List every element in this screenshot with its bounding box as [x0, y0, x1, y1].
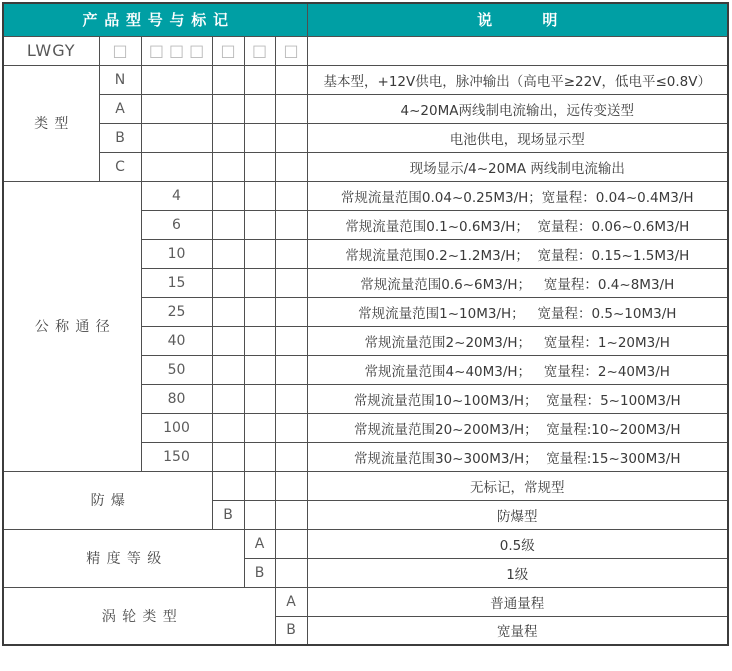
type-description: 电池供电，现场显示型	[307, 123, 728, 152]
explosion-description: 防爆型	[307, 500, 728, 529]
explosion-code	[212, 471, 244, 500]
turbine-description: 宽量程	[307, 616, 728, 645]
type-description: 4~20MA两线制电流输出，远传变送型	[307, 94, 728, 123]
empty-cell	[212, 355, 244, 384]
placeholder-box-icon: □	[112, 41, 128, 60]
empty-cell	[275, 413, 307, 442]
turbine-section-label: 涡轮类型	[3, 587, 275, 645]
type-section-label: 类型	[3, 65, 99, 181]
empty-cell	[212, 268, 244, 297]
diameter-description: 常规流量范围0.1~0.6M3/H； 宽量程：0.06~0.6M3/H	[307, 210, 728, 239]
diameter-code: 40	[141, 326, 212, 355]
header-product-model-label: 产品型号与标记	[3, 3, 307, 36]
diameter-code: 10	[141, 239, 212, 268]
type-code: C	[99, 152, 141, 181]
explosion-code: B	[212, 500, 244, 529]
empty-cell	[212, 442, 244, 471]
empty-cell	[275, 529, 307, 558]
empty-cell	[212, 239, 244, 268]
empty-cell	[244, 442, 275, 471]
header-description-label: 说 明	[307, 3, 728, 36]
table-row	[3, 65, 728, 94]
diameter-description: 常规流量范围0.6~6M3/H； 宽量程：0.4~8M3/H	[307, 268, 728, 297]
diameter-code: 50	[141, 355, 212, 384]
empty-cell	[212, 94, 244, 123]
diameter-code: 80	[141, 384, 212, 413]
empty-cell	[275, 181, 307, 210]
diameter-section-label: 公称通径	[3, 181, 141, 471]
placeholder-box-icon: □	[283, 41, 299, 60]
diameter-description: 常规流量范围10~100M3/H； 宽量程：5~100M3/H	[307, 384, 728, 413]
model-box-cell-accuracy	[244, 36, 275, 65]
empty-cell	[275, 94, 307, 123]
empty-cell	[275, 384, 307, 413]
empty-cell	[141, 65, 212, 94]
diameter-code: 150	[141, 442, 212, 471]
turbine-code: B	[275, 616, 307, 645]
empty-cell	[244, 94, 275, 123]
empty-cell	[244, 65, 275, 94]
empty-cell	[212, 326, 244, 355]
empty-cell	[244, 152, 275, 181]
empty-cell	[275, 442, 307, 471]
placeholder-box-icon: □	[251, 41, 268, 60]
explosion-description: 无标记，常规型	[307, 471, 728, 500]
empty-cell	[244, 239, 275, 268]
type-description: 基本型，+12V供电，脉冲输出（高电平≥22V，低电平≤0.8V）	[307, 65, 728, 94]
empty-cell	[275, 558, 307, 587]
empty-cell	[275, 268, 307, 297]
empty-cell	[244, 268, 275, 297]
empty-cell	[275, 152, 307, 181]
turbine-description: 普通量程	[307, 587, 728, 616]
placeholder-box-icon: □	[148, 41, 164, 60]
accuracy-description: 1级	[307, 558, 728, 587]
empty-cell	[141, 152, 212, 181]
table-header-row	[3, 3, 728, 36]
diameter-code: 6	[141, 210, 212, 239]
empty-cell	[212, 413, 244, 442]
diameter-code: 25	[141, 297, 212, 326]
table-row	[3, 123, 728, 152]
placeholder-box-icon: □	[189, 41, 205, 60]
empty-cell	[275, 65, 307, 94]
empty-cell	[212, 65, 244, 94]
accuracy-code: B	[244, 558, 275, 587]
diameter-description: 常规流量范围1~10M3/H； 宽量程：0.5~10M3/H	[307, 297, 728, 326]
type-code: N	[99, 65, 141, 94]
diameter-code: 4	[141, 181, 212, 210]
empty-cell	[212, 123, 244, 152]
diameter-description: 常规流量范围0.2~1.2M3/H； 宽量程：0.15~1.5M3/H	[307, 239, 728, 268]
accuracy-description: 0.5级	[307, 529, 728, 558]
product-model-spec-table	[2, 2, 729, 646]
empty-cell	[275, 239, 307, 268]
table-row	[3, 94, 728, 123]
model-box-cell-diameter	[141, 36, 212, 65]
model-code: LWGY	[3, 36, 99, 65]
empty-cell	[275, 210, 307, 239]
empty-cell	[275, 123, 307, 152]
empty-cell	[275, 471, 307, 500]
empty-cell	[244, 181, 275, 210]
empty-cell	[244, 384, 275, 413]
empty-cell	[275, 500, 307, 529]
empty-cell	[244, 210, 275, 239]
empty-cell	[307, 36, 728, 65]
empty-cell	[212, 384, 244, 413]
type-code: A	[99, 94, 141, 123]
model-box-cell-explosion	[212, 36, 244, 65]
model-box-cell-type	[99, 36, 141, 65]
empty-cell	[212, 210, 244, 239]
table-row	[3, 181, 728, 210]
diameter-code: 15	[141, 268, 212, 297]
diameter-code: 100	[141, 413, 212, 442]
empty-cell	[244, 123, 275, 152]
type-code: B	[99, 123, 141, 152]
empty-cell	[244, 326, 275, 355]
empty-cell	[275, 355, 307, 384]
empty-cell	[141, 94, 212, 123]
empty-cell	[244, 413, 275, 442]
accuracy-section-label: 精度等级	[3, 529, 244, 587]
explosion-section-label: 防爆	[3, 471, 212, 529]
table-row	[3, 471, 728, 500]
accuracy-code: A	[244, 529, 275, 558]
empty-cell	[275, 326, 307, 355]
turbine-code: A	[275, 587, 307, 616]
model-code-row	[3, 36, 728, 65]
diameter-description: 常规流量范围20~200M3/H； 宽量程:10~200M3/H	[307, 413, 728, 442]
diameter-description: 常规流量范围4~40M3/H； 宽量程：2~40M3/H	[307, 355, 728, 384]
placeholder-box-icon: □	[220, 41, 236, 60]
empty-cell	[212, 152, 244, 181]
empty-cell	[275, 297, 307, 326]
placeholder-box-icon: □	[168, 41, 185, 60]
diameter-description: 常规流量范围2~20M3/H； 宽量程：1~20M3/H	[307, 326, 728, 355]
type-description: 现场显示/4~20MA 两线制电流输出	[307, 152, 728, 181]
table-row	[3, 152, 728, 181]
table-row	[3, 587, 728, 616]
empty-cell	[244, 471, 275, 500]
empty-cell	[212, 181, 244, 210]
empty-cell	[212, 297, 244, 326]
model-box-cell-turbine	[275, 36, 307, 65]
diameter-description: 常规流量范围30~300M3/H； 宽量程:15~300M3/H	[307, 442, 728, 471]
empty-cell	[244, 500, 275, 529]
empty-cell	[141, 123, 212, 152]
empty-cell	[244, 297, 275, 326]
empty-cell	[244, 355, 275, 384]
table-row	[3, 529, 728, 558]
diameter-description: 常规流量范围0.04~0.25M3/H；宽量程：0.04~0.4M3/H	[307, 181, 728, 210]
